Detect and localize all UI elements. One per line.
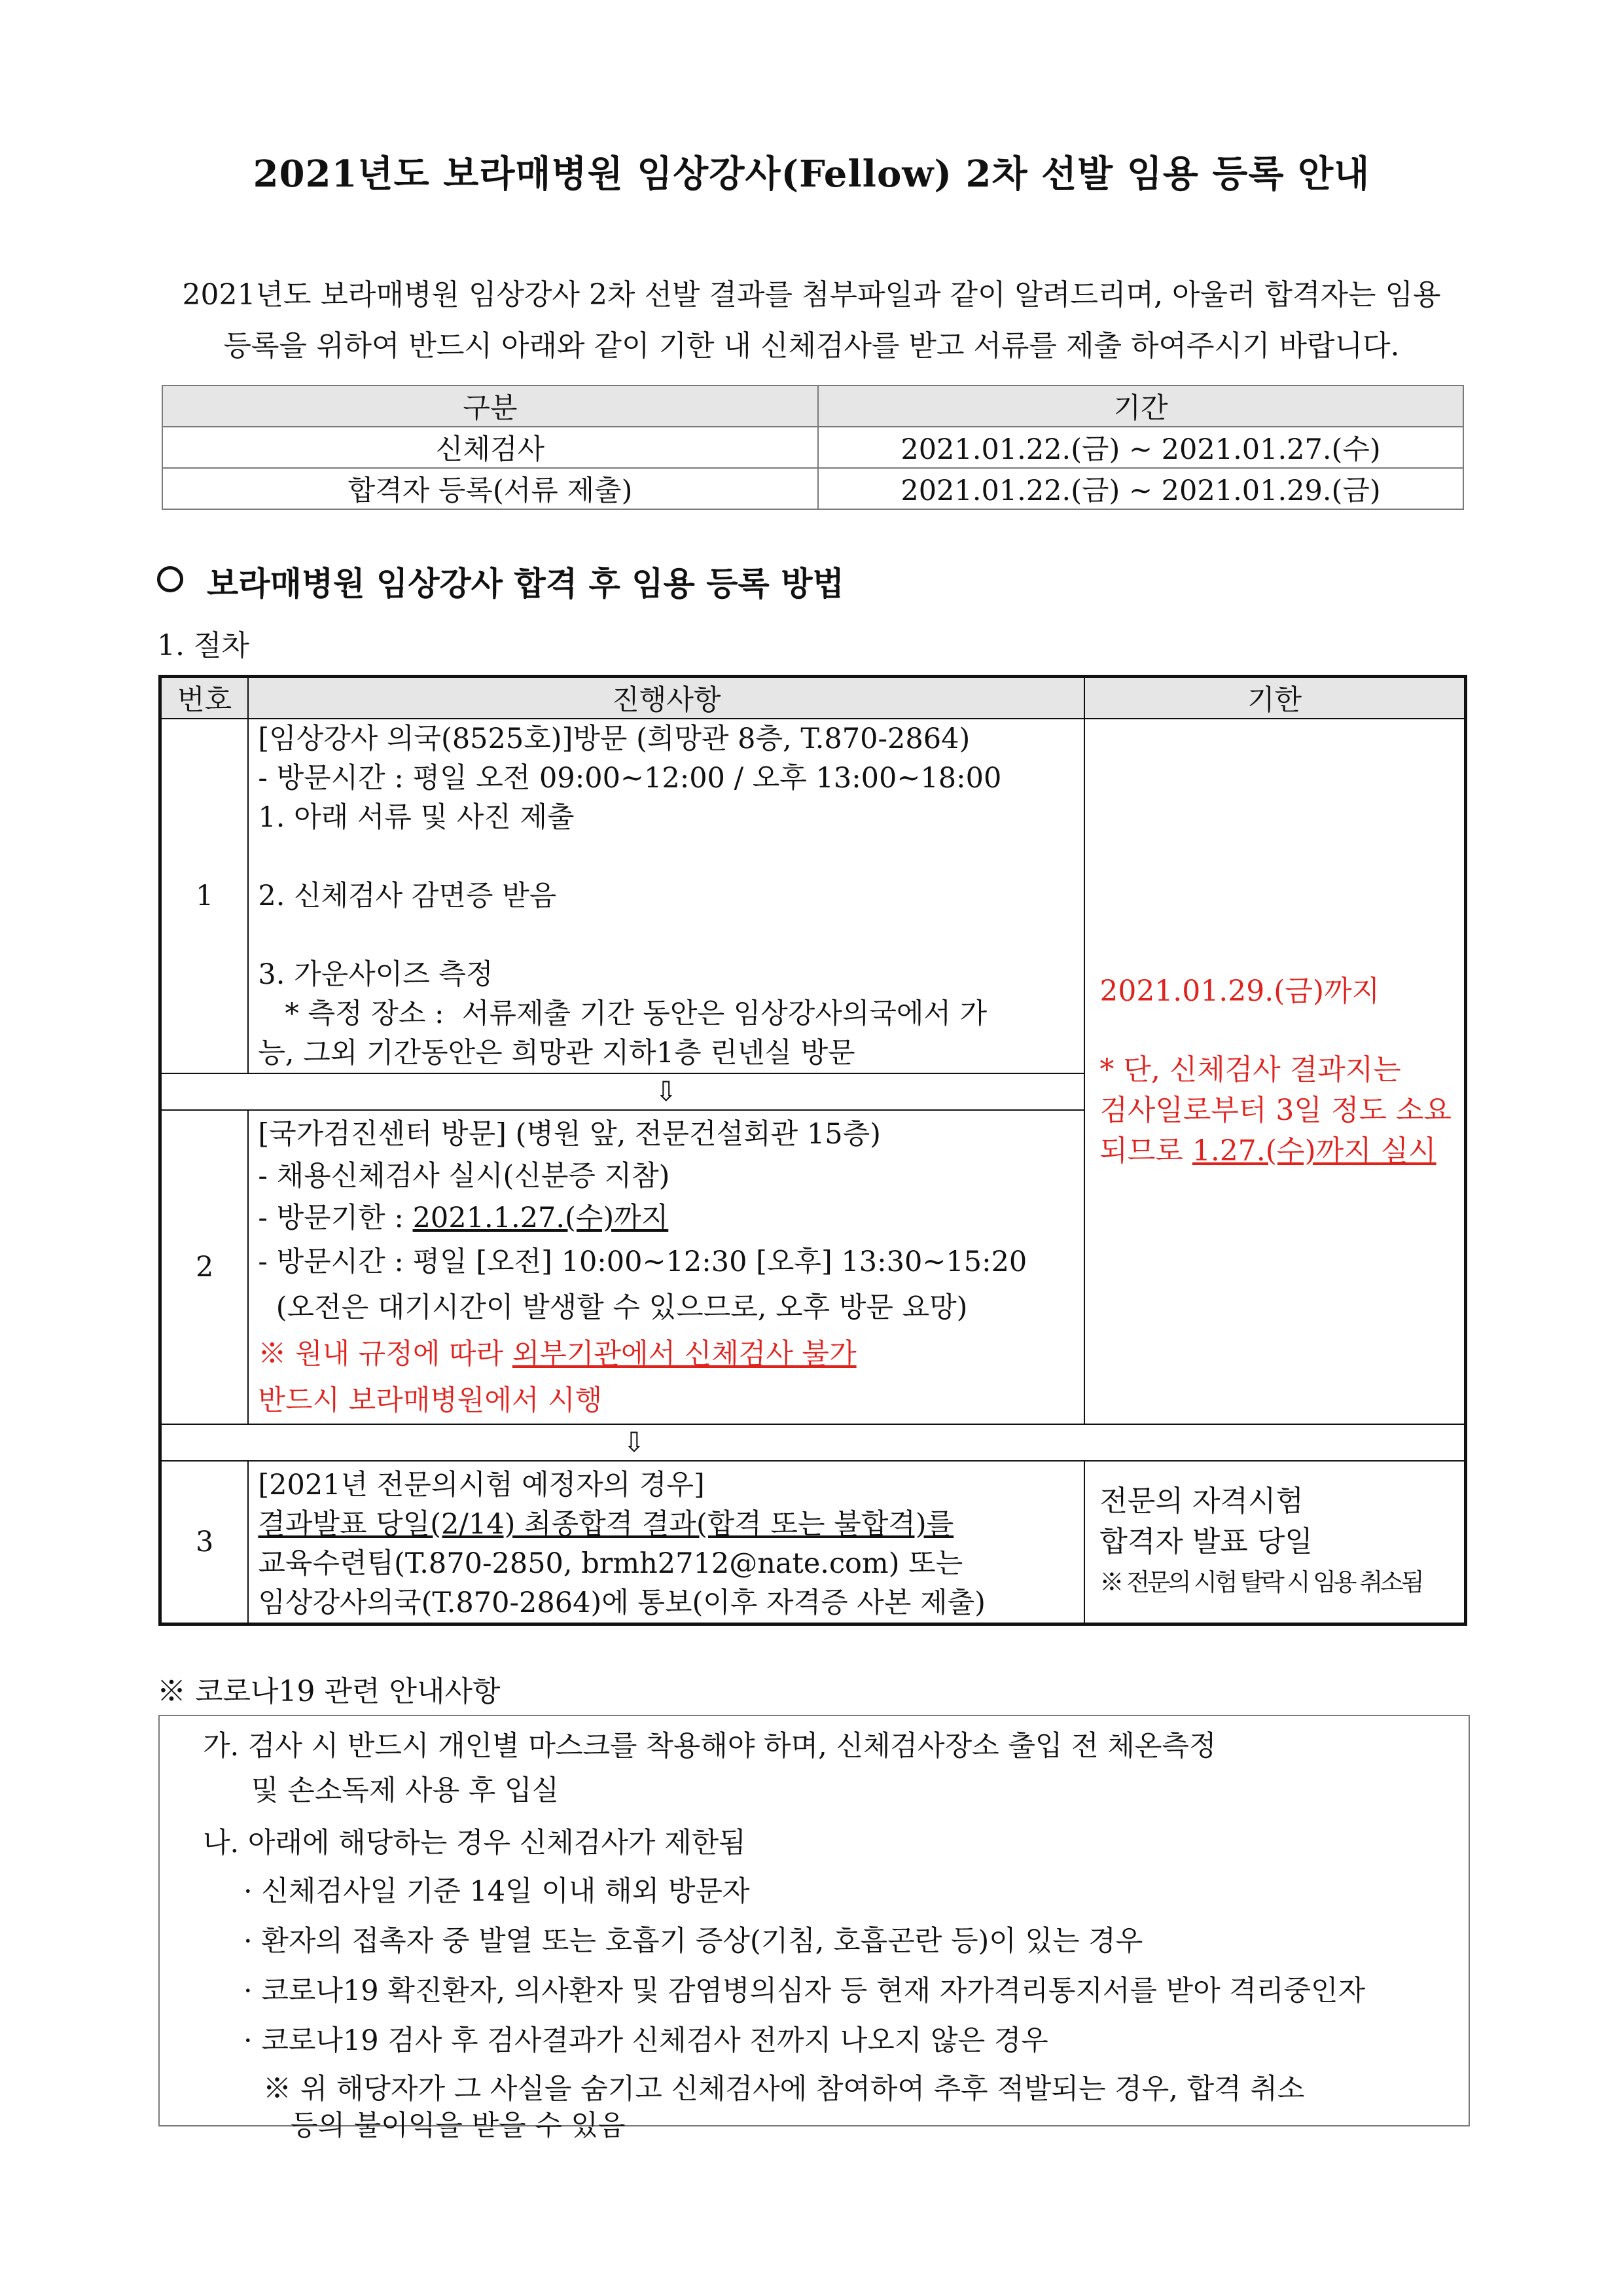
deadline-step-3 [1084, 1461, 1465, 1624]
covid-notice-box [158, 1715, 1470, 2142]
deadline-underlined-date: 1.27.(수)까지 실시 [1192, 1134, 1436, 1168]
deadline-line: 합격자 발표 당일 [1099, 1525, 1313, 1558]
step-2-line: [국가검진센터 방문] (병원 앞, 전문건설회관 15층) [258, 1118, 881, 1151]
deadline-line: ※ 전문의 시험 탈락 시 임용 취소됨 [1099, 1568, 1422, 1596]
step-2-line: - 채용신체검사 실시(신분증 지참) [258, 1160, 670, 1193]
step-1-line: - 방문시간 : 평일 오전 09:00~12:00 / 오후 13:00~18:00 [258, 762, 1002, 795]
covid-heading: ※ 코로나19 관련 안내사항 [157, 1675, 501, 1708]
procedure-step-3 [160, 1461, 1466, 1624]
step-1-content [248, 719, 1084, 1073]
intro-paragraph [164, 270, 1459, 372]
deadline-note: 검사일로부터 3일 정도 소요 [1099, 1094, 1452, 1127]
covid-item-na: 나. 아래에 해당하는 경우 신체검사가 제한됨 [203, 1827, 746, 1859]
down-arrow-icon: ⇩ [248, 1073, 1084, 1110]
deadline-steps-1-2 [1084, 719, 1465, 1424]
circle-bullet-icon [157, 566, 183, 592]
schedule-cell: 2021.01.22.(금) ~ 2021.01.29.(금) [818, 468, 1463, 509]
covid-warning-cont: 등의 불이익을 받을 수 있음 [291, 2109, 626, 2142]
step-3-line: [2021년 전문의시험 예정자의 경우] [258, 1469, 705, 1501]
step-1-line: * 측정 장소 : 서류제출 기간 동안은 임상강사의국에서 가 [258, 997, 988, 1030]
step-1-line: 1. 아래 서류 및 사진 제출 [258, 801, 575, 834]
step-2-warning: ※ 원내 규정에 따라 외부기관에서 신체검사 불가 [258, 1338, 857, 1371]
deadline-note: 되므로 1.27.(수)까지 실시 [1099, 1134, 1436, 1168]
schedule-cell: 합격자 등록(서류 제출) [162, 468, 818, 509]
schedule-cell: 2021.01.22.(금) ~ 2021.01.27.(수) [818, 427, 1463, 468]
step-3-line: 임상강사의국(T.870-2864)에 통보(이후 자격증 사본 제출) [258, 1587, 986, 1619]
schedule-cell: 신체검사 [162, 427, 818, 468]
warning-underlined-text: 외부기관에서 신체검사 불가 [512, 1338, 857, 1371]
visit-deadline-date: 2021.1.27.(수)까지 [412, 1202, 669, 1234]
covid-item-ga: 가. 검사 시 반드시 개인별 마스크를 착용해야 하며, 신체검사장소 출입 전 체온측정 [203, 1730, 1217, 1763]
deadline-line: 전문의 자격시험 [1099, 1484, 1304, 1518]
table-row [162, 427, 1463, 468]
step-2-content [248, 1110, 1084, 1424]
covid-item-ga-cont: 및 손소독제 사용 후 입실 [251, 1774, 560, 1807]
covid-warning: ※ 위 해당자가 그 사실을 숨기고 신체검사에 참여하여 추후 적발되는 경우, 합격 취소 [263, 2073, 1305, 2106]
deadline-date: 2021.01.29.(금)까지 [1099, 975, 1380, 1008]
procedure-header-number: 번호 [160, 677, 249, 719]
section-heading [157, 558, 844, 605]
step-2-line: - 방문시간 : 평일 [오전] 10:00~12:30 [오후] 13:30~15:20 [258, 1246, 1027, 1278]
intro-line-2: 등록을 위하여 반드시 아래와 같이 기한 내 신체검사를 받고 서류를 제출 하여주시기 바랍니다. [223, 329, 1400, 363]
step-1-line: [임상강사 의국(8525호)]방문 (희망관 8층, T.870-2864) [258, 723, 971, 755]
step-3-content [248, 1461, 1084, 1624]
step-number: 2 [160, 1110, 249, 1424]
step-number: 3 [160, 1461, 249, 1624]
step-3-line: 결과발표 당일(2/14) 최종합격 결과(합격 또는 불합격)를 [258, 1508, 954, 1541]
step-3-line: 교육수련팀(T.870-2850, brmh2712@nate.com) 또는 [258, 1547, 963, 1580]
section-heading-text: 보라매병원 임상강사 합격 후 임용 등록 방법 [207, 564, 844, 603]
schedule-header-row [162, 386, 1463, 427]
list-item: · 환자의 접촉자 중 발열 또는 호흡기 증상(기침, 호흡곤란 등)이 있는 경우 [243, 1925, 1143, 1958]
procedure-header-deadline: 기한 [1084, 677, 1465, 719]
arrow-row [160, 1424, 1466, 1461]
step-2-line: - 방문기한 : 2021.1.27.(수)까지 [258, 1202, 669, 1234]
step-2-line: (오전은 대기시간이 발생할 수 있으므로, 오후 방문 요망) [258, 1291, 968, 1324]
step-1-line: 2. 신체검사 감면증 받음 [258, 880, 557, 912]
procedure-table [158, 675, 1467, 1626]
step-number: 1 [160, 719, 249, 1073]
list-item: · 코로나19 확진환자, 의사환자 및 감염병의심자 등 현재 자가격리통지서를 받아 격리중인자 [243, 1975, 1366, 2007]
schedule-table [162, 385, 1464, 510]
deadline-note: * 단, 신체검사 결과지는 [1099, 1053, 1401, 1086]
step-1-line: 능, 그외 기간동안은 희망관 지하1층 린넨실 방문 [258, 1037, 855, 1069]
schedule-header-category: 구분 [162, 386, 818, 427]
procedure-subheading: 1. 절차 [157, 629, 249, 662]
intro-line-1: 2021년도 보라매병원 임상강사 2차 선발 결과를 첨부파일과 같이 알려드리며, 아울러 합격자는 임용 [182, 278, 1441, 312]
table-row [162, 468, 1463, 509]
list-item: · 코로나19 검사 후 검사결과가 신체검사 전까지 나오지 않은 경우 [243, 2024, 1048, 2057]
procedure-header-content: 진행사항 [248, 677, 1084, 719]
step-2-warning: 반드시 보라매병원에서 시행 [258, 1384, 603, 1417]
schedule-header-period: 기간 [818, 386, 1463, 427]
procedure-step-1 [160, 719, 1466, 1073]
list-item: · 신체검사일 기준 14일 이내 해외 방문자 [243, 1875, 750, 1908]
document-title: 2021년도 보라매병원 임상강사(Fellow) 2차 선발 임용 등록 안내 [253, 152, 1370, 196]
procedure-header-row [160, 677, 1466, 719]
step-1-line: 3. 가운사이즈 측정 [258, 958, 493, 991]
down-arrow-icon: ⇩ [622, 1426, 646, 1458]
